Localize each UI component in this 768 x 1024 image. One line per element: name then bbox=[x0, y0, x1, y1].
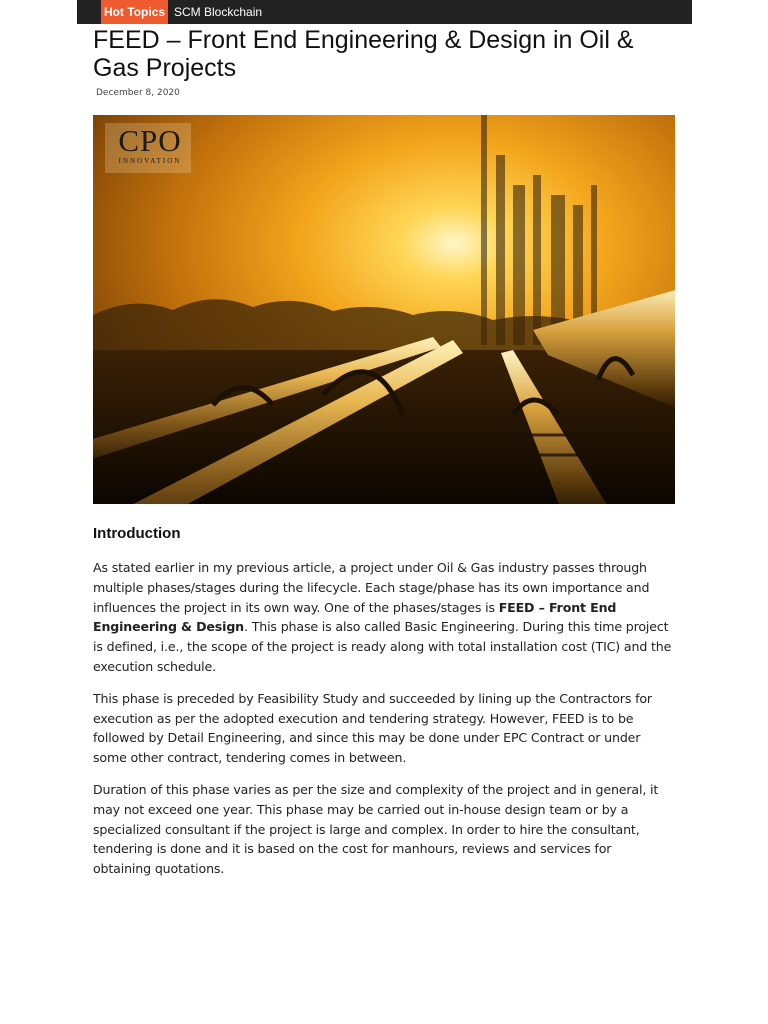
paragraph-3: Duration of this phase varies as per the size and complexity of the project and in general, it may not exceed one year. This phase may be carried out in-house design team or by a specialized consultant if the project is large and complex. In order to hire the consultant, tendering is done and it is based on the cost for manhours, reviews and services for obtaining quotations. bbox=[93, 781, 659, 877]
hero-image bbox=[93, 115, 675, 504]
article-body bbox=[93, 524, 673, 891]
article-title: FEED – Front End Engineering & Design in Oil & Gas Projects bbox=[93, 26, 634, 82]
pipeline-sunset-illustration bbox=[93, 115, 675, 504]
cpo-innovation-logo bbox=[110, 123, 190, 165]
ticker-link-scm-blockchain[interactable]: SCM Blockchain bbox=[174, 5, 263, 19]
paragraph-1 bbox=[93, 558, 673, 677]
section-heading-introduction: Introduction bbox=[93, 525, 181, 542]
top-news-bar bbox=[77, 0, 692, 24]
paragraph-1-text-end: . This phase is also called Basic Engineering. During this time project is defined, i.e., the scope of the project is ready along with total installation cost (TIC) and the execution schedule. bbox=[93, 619, 672, 674]
paragraph-2: This phase is preceded by Feasibility Study and succeeded by lining up the Contractors for execution as per the adopted execution and tendering strategy. However, FEED is to be followed by Detail Engineering, and since this may be done under EPC Contract or under some other contract, tendering comes in between. bbox=[93, 690, 652, 766]
feed-bold-term: FEED – Front End Engineering & Design bbox=[93, 599, 617, 635]
logo-text: CPO bbox=[118, 123, 182, 158]
article-date: December 8, 2020 bbox=[96, 88, 180, 98]
hot-topics-label[interactable]: Hot Topics bbox=[101, 0, 168, 24]
logo-subtext: INNOVATION bbox=[118, 157, 182, 165]
paragraph-1-text-start: As stated earlier in my previous article, a project under Oil & Gas industry passes through multiple phases/stages during the lifecycle. Each stage/phase has its own importance and influences the project in its own way. One of the phases/stages is bbox=[93, 560, 650, 615]
